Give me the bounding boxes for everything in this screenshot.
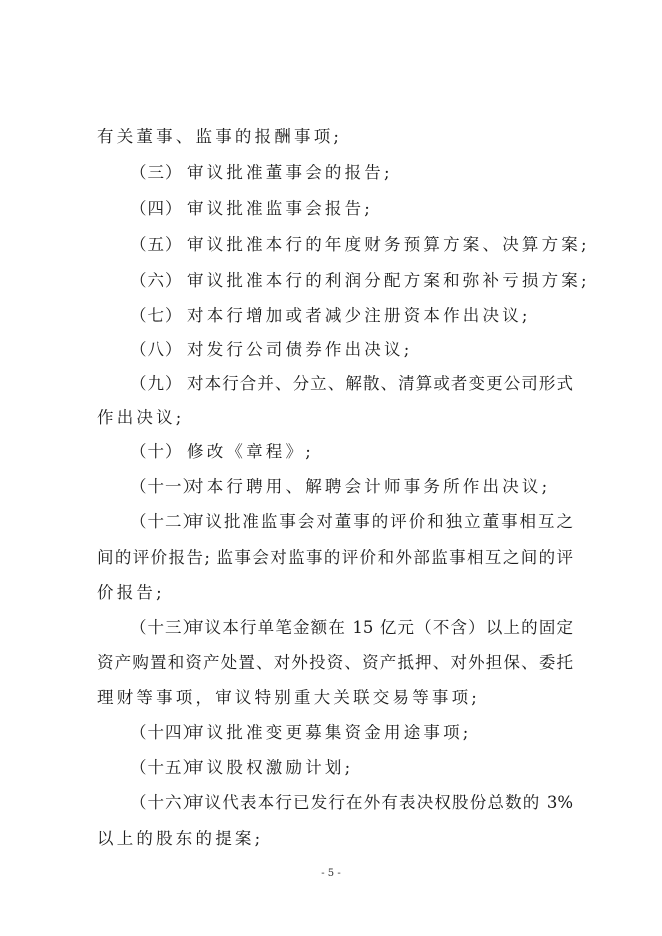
item-number: （十四） [130, 723, 200, 742]
item-number: （三） [130, 163, 183, 182]
text-line [97, 827, 573, 851]
text-line [97, 651, 573, 675]
item-text: 以上的股东的提案; [97, 829, 264, 848]
text-line [97, 686, 573, 710]
text-line [130, 791, 573, 815]
text-line [97, 546, 573, 570]
text-line [97, 406, 573, 430]
item-text: 审议批准董事会的报告; [187, 163, 393, 182]
item-text: 修改《章程》; [187, 442, 314, 461]
item-text: 间的评价报告; 监事会对监事的评价和外部监事相互之间的评 [97, 548, 573, 567]
item-number: （五） [130, 235, 183, 254]
text-line [130, 372, 573, 396]
item-number: （十三） [130, 618, 200, 637]
text-line [130, 510, 573, 534]
text-line [130, 197, 573, 221]
item-number: （十一） [130, 477, 200, 496]
text-line [97, 581, 573, 605]
item-text: 审议股权激励计划; [187, 758, 354, 777]
text-line [130, 440, 573, 464]
item-number: （四） [130, 199, 183, 218]
text-line [97, 125, 573, 149]
text-line [130, 304, 573, 328]
item-text: 审议批准本行的年度财务预算方案、决算方案; [187, 235, 590, 254]
item-text: 对发行公司债券作出决议; [187, 340, 413, 359]
text-line [130, 721, 573, 745]
item-number: （十） [130, 442, 183, 461]
item-text: 对本行合并、分立、解散、清算或者变更公司形式 [187, 374, 573, 393]
item-text: 审议代表本行已发行在外有表决权股份总数的 3% [187, 793, 573, 812]
item-number: （七） [130, 306, 183, 325]
item-number: （十五） [130, 758, 200, 777]
item-text: 作出决议; [97, 408, 185, 427]
text-line [130, 616, 573, 640]
page-number: - 5 - [321, 868, 341, 879]
item-number: （六） [130, 271, 183, 290]
item-text: 审议批准本行的利润分配方案和弥补亏损方案; [187, 271, 590, 290]
item-text: 对本行聘用、解聘会计师事务所作出决议; [187, 477, 551, 496]
item-text: 审议批准监事会对董事的评价和独立董事相互之 [187, 512, 573, 531]
text-line [130, 756, 573, 780]
item-text: 资产购置和资产处置、对外投资、资产抵押、对外担保、委托 [97, 653, 573, 672]
item-text: 理财等事项，审议特别重大关联交易等事项; [97, 688, 481, 707]
text-line [130, 161, 573, 185]
text-line [130, 233, 590, 257]
item-number: （九） [130, 374, 183, 393]
item-text: 价报告; [97, 583, 165, 602]
item-number: （十二） [130, 512, 200, 531]
text-line [130, 475, 573, 499]
text-line [130, 338, 573, 362]
item-text: 审议批准监事会报告; [187, 199, 374, 218]
item-number: （八） [130, 340, 183, 359]
item-text: 审议本行单笔金额在 15 亿元（不含）以上的固定 [187, 618, 573, 637]
item-number: （十六） [130, 793, 200, 812]
item-text: 有关董事、监事的报酬事项; [97, 127, 343, 146]
item-text: 审议批准变更募集资金用途事项; [187, 723, 472, 742]
text-line [130, 269, 590, 293]
item-text: 对本行增加或者减少注册资本作出决议; [187, 306, 531, 325]
